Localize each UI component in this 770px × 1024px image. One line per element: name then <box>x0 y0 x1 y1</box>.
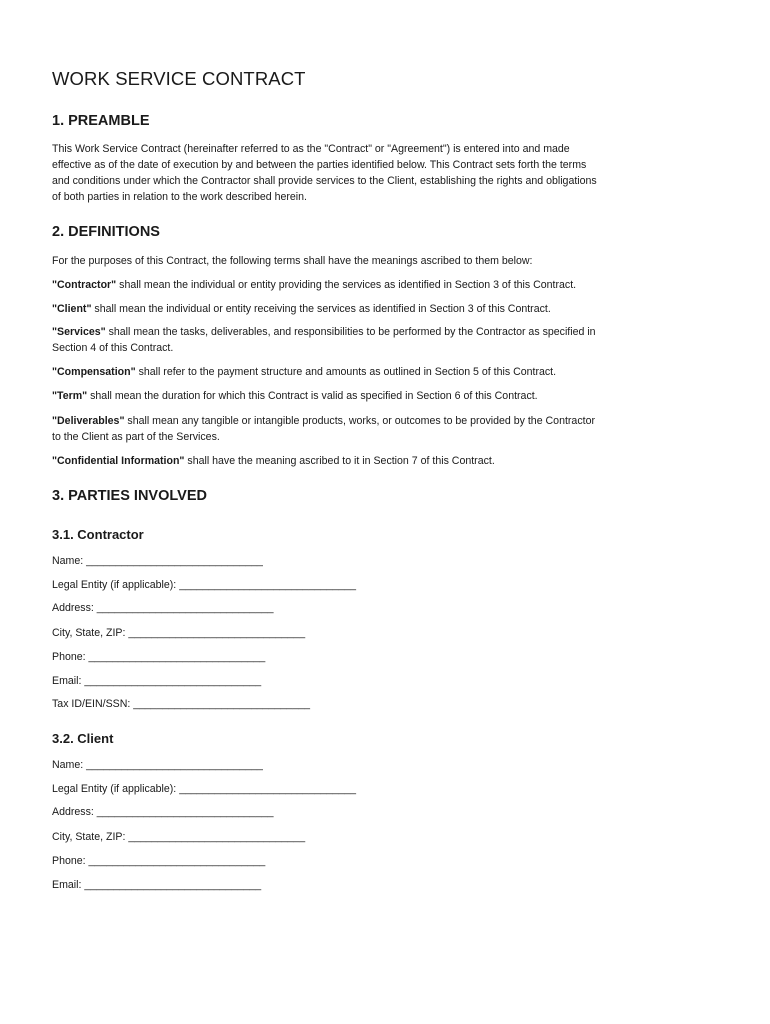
preamble-line: effective as of the date of execution by and between the parties identified below. This Contract sets forth the terms <box>52 159 587 171</box>
definition-services <box>52 324 732 356</box>
definition-term <box>52 388 732 404</box>
definition-text: shall mean the individual or entity providing the services as identified in Section 3 of this Contract. <box>116 279 577 291</box>
contractor-heading: 3.1. Contractor <box>52 527 144 542</box>
field-blank[interactable]: ______________________________ <box>96 602 274 614</box>
definition-confidential-information <box>52 453 732 469</box>
field-label: Email: <box>52 675 85 687</box>
definition-line <box>52 453 732 469</box>
definition-term: "Term" <box>52 390 88 402</box>
parties-heading: 3. PARTIES INVOLVED <box>52 488 207 504</box>
preamble-line: of both parties in relation to the work described herein. <box>52 191 307 203</box>
field-blank[interactable]: ______________________________ <box>84 675 262 687</box>
preamble-paragraph <box>52 141 732 205</box>
definitions-intro <box>52 253 732 269</box>
field-label: Phone: <box>52 855 89 867</box>
definition-term: "Compensation" <box>52 366 136 378</box>
definition-line: to the Client as part of the Services. <box>52 431 220 443</box>
field-label: Name: <box>52 555 87 567</box>
definition-line <box>52 413 732 429</box>
field-label: Phone: <box>52 651 89 663</box>
client-phone-field[interactable] <box>52 854 265 868</box>
definition-term: "Contractor" <box>52 279 117 291</box>
field-blank[interactable]: ______________________________ <box>128 831 306 843</box>
field-label: City, State, ZIP: <box>52 831 129 843</box>
definition-line <box>52 388 732 404</box>
field-blank[interactable]: ______________________________ <box>88 651 266 663</box>
contractor-address-field[interactable] <box>52 601 274 615</box>
definition-term: "Services" <box>52 326 106 338</box>
contractor-legal-entity-field[interactable] <box>52 578 356 592</box>
field-blank[interactable]: ______________________________ <box>179 579 356 591</box>
client-email-field[interactable] <box>52 878 261 892</box>
definition-text: shall mean any tangible or intangible products, works, or outcomes to be provided by the Contractor <box>124 415 595 427</box>
client-legal-entity-field[interactable] <box>52 782 356 796</box>
field-blank[interactable]: ______________________________ <box>88 855 266 867</box>
contractor-phone-field[interactable] <box>52 650 265 664</box>
field-blank[interactable]: ______________________________ <box>179 783 356 795</box>
contractor-name-field[interactable] <box>52 554 263 568</box>
field-blank[interactable]: ______________________________ <box>96 806 274 818</box>
field-label: Legal Entity (if applicable): <box>52 579 180 591</box>
definition-text: shall mean the duration for which this Contract is valid as specified in Section 6 of this Contract. <box>87 390 538 402</box>
definition-contractor <box>52 277 732 293</box>
client-heading: 3.2. Client <box>52 731 114 746</box>
contractor-email-field[interactable] <box>52 674 261 688</box>
definition-line <box>52 324 732 340</box>
definition-term: "Confidential Information" <box>52 455 185 467</box>
document-title: WORK SERVICE CONTRACT <box>52 68 306 89</box>
field-label: City, State, ZIP: <box>52 627 129 639</box>
definition-deliverables <box>52 413 732 445</box>
field-label: Email: <box>52 879 85 891</box>
preamble-line: This Work Service Contract (hereinafter referred to as the "Contract" or "Agreement") is entered into and made <box>52 143 570 155</box>
definition-text: shall refer to the payment structure and amounts as outlined in Section 5 of this Contract. <box>135 366 557 378</box>
field-label: Address: <box>52 806 97 818</box>
preamble-line: and conditions under which the Contractor shall provide services to the Client, establishing the rights and obligations <box>52 175 597 187</box>
definition-line <box>52 364 732 380</box>
definition-text: shall mean the tasks, deliverables, and responsibilities to be performed by the Contractor as specified in <box>105 326 596 338</box>
field-blank[interactable]: ______________________________ <box>86 555 263 567</box>
definition-text: shall have the meaning ascribed to it in Section 7 of this Contract. <box>184 455 495 467</box>
preamble-heading: 1. PREAMBLE <box>52 113 150 129</box>
field-label: Address: <box>52 602 97 614</box>
field-label: Legal Entity (if applicable): <box>52 783 180 795</box>
field-blank[interactable]: ______________________________ <box>84 879 262 891</box>
definition-term: "Deliverables" <box>52 415 125 427</box>
field-blank[interactable]: ______________________________ <box>128 627 306 639</box>
client-name-field[interactable] <box>52 758 263 772</box>
contractor-tax-id-field[interactable] <box>52 697 310 711</box>
definition-line: Section 4 of this Contract. <box>52 342 174 354</box>
client-city-state-zip-field[interactable] <box>52 830 305 844</box>
field-label: Name: <box>52 759 87 771</box>
contractor-city-state-zip-field[interactable] <box>52 626 305 640</box>
definition-text: shall mean the individual or entity receiving the services as identified in Section 3 of this Contract. <box>91 303 551 315</box>
field-blank[interactable]: ______________________________ <box>133 698 311 710</box>
definition-client <box>52 301 732 317</box>
definitions-heading: 2. DEFINITIONS <box>52 224 160 240</box>
definition-line <box>52 277 732 293</box>
definition-term: "Client" <box>52 303 92 315</box>
client-address-field[interactable] <box>52 805 274 819</box>
field-blank[interactable]: ______________________________ <box>86 759 263 771</box>
definitions-intro-text: For the purposes of this Contract, the following terms shall have the meanings ascribed to them below: <box>52 255 533 267</box>
definition-compensation <box>52 364 732 380</box>
definition-line <box>52 301 732 317</box>
field-label: Tax ID/EIN/SSN: <box>52 698 134 710</box>
